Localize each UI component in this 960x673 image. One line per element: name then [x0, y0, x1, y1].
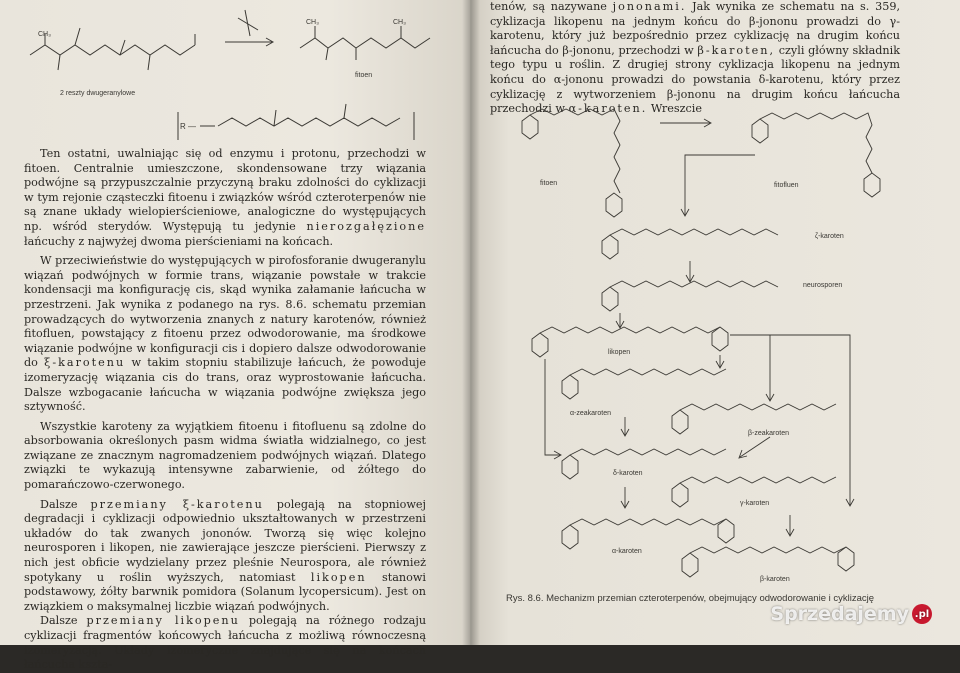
term-likopen: likopen	[310, 570, 367, 584]
paragraph-2: W przeciwieństwie do występujących w pirofosforanie dwugeranylu wiązań podwójnych w formie trans, wiązanie powstałe w trakcie kondensacji ma konfigurację cis, skąd wynika załamanie łańcucha w przestrzeni. Jak wynika z podanego na rys. 8.6. schematu przemian prowadzących do wytworzenia znanych z natury karotenów, również fitofluen, powstający z fitoenu przez odwodorowanie, ma środkowe wiązanie podwójne w konfiguracji cis i dopiero dalsze odwodorowanie do	[24, 254, 426, 370]
gamma-karoten-structure	[680, 477, 836, 483]
right-top-text	[490, 0, 900, 117]
label-fitoen: fitoen	[540, 180, 558, 187]
term-jononami: jononami.	[612, 0, 687, 13]
label-alfa-karoten: α-karoten	[612, 548, 642, 555]
label-delta-karoten: δ-karoten	[613, 470, 643, 477]
watermark-badge: .pl	[912, 604, 932, 624]
label-beta-karoten: β-karoten	[760, 576, 790, 583]
term-przemiany-zeta: przemiany ξ-karotenu	[90, 497, 264, 511]
right-text-start: tenów, są nazywane	[490, 0, 607, 13]
figure-caption: Rys. 8.6. Mechanizm przemian czteroterpenów, obejmujący odwodorowanie i cyklizację	[506, 593, 875, 604]
label-gamma-karoten: γ-karoten	[740, 500, 770, 507]
label-likopen: likopen	[608, 349, 631, 356]
alfa-zeakaroten-structure	[570, 369, 726, 375]
term-zeta-karotenu: ξ-karotenu	[44, 356, 126, 370]
paragraph-1: Ten ostatni, uwalniając się od enzymu i protonu, przechodzi w fitoen. Centralnie umieszczone, skondensowane trzy wiązania podwójne są przypuszczalnie przyczyną braku zdolności do cyklizacji w tym rejonie cząsteczki fitoenu i związków wśród czteroterpenów nie są znane układy wielopierścieniowe, analogiczne do występujących np. wśród sterydów. Występują tu jedynie	[24, 147, 426, 233]
paragraph-4-end: stanowi podstawowy, żółty barwnik pomidora (Solanum lycopersicum). Jest on związkiem o maksymalnej liczbie wiązań podwójnych.	[24, 570, 426, 613]
svg-text:R —: R —	[180, 122, 196, 131]
right-text-last: Wreszcie	[650, 102, 702, 116]
watermark	[770, 603, 932, 625]
dimer-structure-figure	[10, 0, 460, 150]
label-fitofluen: fitofluen	[774, 182, 799, 189]
beta-zeakaroten-structure	[680, 404, 836, 410]
paragraph-2-end: w takim stopniu stabilizuje łańcuch, że powoduje izomeryzację wiązania cis do trans, oraz wyprostowanie łańcucha. Dalsze wzbogacanie łańcucha w wiązania podwójne zwiększa jego sztywność.	[24, 356, 426, 414]
term-beta-karoten: β-karoten,	[697, 43, 776, 57]
phytoene-label: fitoen	[355, 72, 373, 79]
svg-text:CH₃: CH₃	[393, 19, 406, 26]
term-nierozgalezione: nierozgałęzione	[306, 219, 426, 233]
zeta-karoten-structure	[610, 229, 778, 235]
watermark-text: Sprzedajemy	[770, 603, 909, 625]
paragraph-3: Wszystkie karoteny za wyjątkiem fitoenu i fitofluenu są zdolne do absorbowania określonych pasm widma światła widzialnego, co jest związane ze znacznym nagromadzeniem podwójnych wiązań. Dlatego związki te wykazują intensywne zabarwienie, od żółtego do pomarańczowo-czerwonego.	[24, 419, 426, 492]
fitofluen-structure	[760, 113, 872, 173]
delta-karoten-structure	[570, 449, 726, 455]
carotenoid-scheme	[470, 105, 940, 595]
left-page	[0, 0, 470, 672]
label-neurosporen: neurosporen	[803, 282, 843, 289]
likopen-structure	[540, 327, 720, 333]
term-alfa-karoten: α-karoten.	[568, 102, 648, 116]
paragraph-1-end: łańcuchy z najwyżej dwoma pierścieniami na końcach.	[24, 234, 334, 248]
paragraph-5-start: Dalsze	[40, 614, 78, 628]
dimer-label: 2 reszty dwugeranylowe	[60, 90, 136, 97]
term-przemiany-likopenu: przemiany likopenu	[86, 614, 240, 628]
right-text-mid2: czyli główny składnik tego typu u roślin. Z drugiej strony cyklizacja likopenu na jednym końcu do α-jononu prowadzi do powstania δ-karotenu, który przez cyklizację z wytworzeniem β-jononu na drugim końcu łańcucha przechodzi w	[490, 43, 900, 116]
svg-text:CH₃: CH₃	[306, 19, 319, 26]
paragraph-4: polegają na stopniowej degradacji i cyklizacji odpowiednio ukształtowanych w przestrzeni układów do tak zwanych jononów. Tworzą się więc kolejno neurosporen i likopen, nie zawierające jeszcze pierścieni. Pierwszy z nich jest obficie wydzielany przez pleśnie Neurospora, ale również spotykany u roślin wyższych, natomiast	[24, 497, 426, 584]
left-body-text	[24, 147, 426, 673]
label-zeta-karoten: ζ-karoten	[815, 233, 844, 240]
paragraph-5: polegają na różnego rodzaju cyklizacji fragmentów końcowych łańcucha z możliwą równoczesną izomeryzacją. Układy izomeryczne znajdujące się na końcach łańcucha kszta-	[24, 614, 427, 672]
book-gutter	[462, 0, 480, 645]
alfa-karoten-structure	[570, 519, 726, 525]
neurosporen-structure	[610, 281, 778, 287]
right-text-mid: Jak wynika ze schematu na s. 359, cyklizacja likopenu na jednym końcu do β-jononu prowadzi do γ-karotenu, który już bezpośrednio przez cyklizację na drugim końcu łańcucha do β-jononu, przechodzi w	[490, 0, 900, 57]
beta-karoten-structure	[690, 547, 846, 553]
svg-text:CH₃: CH₃	[38, 31, 51, 38]
label-beta-zeakaroten: β-zeakaroten	[748, 430, 789, 437]
label-alfa-zeakaroten: α-zeakaroten	[570, 410, 612, 417]
paragraph-4-start: Dalsze	[40, 497, 78, 511]
right-page	[470, 0, 960, 645]
